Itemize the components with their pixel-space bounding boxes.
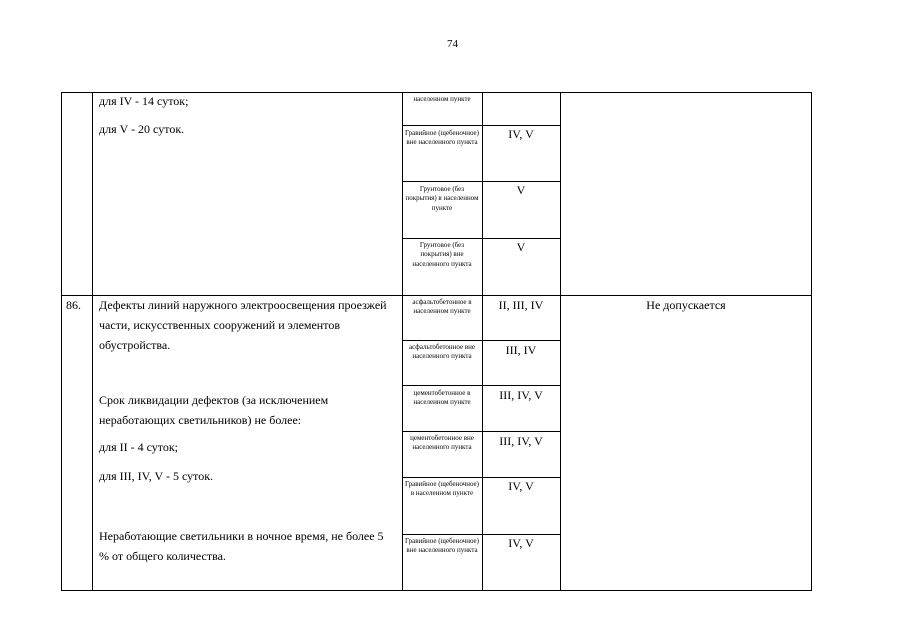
surface-type-cell: Грунтовое (без покрытия) вне населенного пункта xyxy=(412,241,472,268)
item-deadline-line: для II - 4 суток; xyxy=(99,440,179,454)
item-number: 86. xyxy=(66,298,81,312)
road-category-cell: V xyxy=(516,240,526,254)
surface-type-cell: цементобетонное вне населенного пункта xyxy=(410,434,474,452)
column-rule xyxy=(402,92,403,591)
surface-type-cell: Гравийное (щебеночное) вне населенного пункта xyxy=(405,537,479,555)
road-category-cell: IV, V xyxy=(508,479,534,493)
item-deadline-line: для III, IV, V - 5 суток. xyxy=(99,469,214,483)
table-border-right xyxy=(811,92,812,591)
continued-deadline-line: для IV - 14 суток; xyxy=(99,94,189,108)
road-category-cell: II, III, IV xyxy=(498,298,544,312)
surface-type-cell: населенном пункте xyxy=(413,95,471,103)
row-rule xyxy=(402,238,561,239)
road-category-cell: III, IV xyxy=(505,343,537,357)
surface-type-cell: Грунтовое (без покрытия) в населенном пункте xyxy=(405,185,479,212)
row-rule xyxy=(402,431,561,432)
surface-type-cell: Гравийное (щебеночное) в населенном пункте xyxy=(405,480,479,498)
table-border-bottom xyxy=(61,590,812,591)
row-rule xyxy=(402,181,561,182)
road-category-cell: III, IV, V xyxy=(499,388,543,402)
item-note: Неработающие светильники в ночное время, не более 5 % от общего количества. xyxy=(99,529,384,563)
row-rule xyxy=(402,125,561,126)
row-rule xyxy=(402,477,561,478)
surface-type-cell: асфальтобетонное в населенном пункте xyxy=(412,298,472,316)
row-rule xyxy=(402,534,561,535)
verdict-cell: Не допускается xyxy=(646,298,726,312)
row-rule xyxy=(402,340,561,341)
continued-deadline-line: для V - 20 суток. xyxy=(99,122,185,136)
road-category-cell: IV, V xyxy=(508,127,534,141)
column-rule xyxy=(92,92,93,591)
row-rule xyxy=(402,385,561,386)
road-category-cell: V xyxy=(516,183,526,197)
road-category-cell: IV, V xyxy=(508,536,534,550)
column-rule xyxy=(560,92,561,591)
item-description: Дефекты линий наружного электроосвещения проезжей части, искусственных сооружений и элементов обустройства. xyxy=(99,298,387,352)
item-deadline-intro: Срок ликвидации дефектов (за исключением неработающих светильников) не более: xyxy=(99,393,329,427)
road-category-cell: III, IV, V xyxy=(499,434,543,448)
column-rule xyxy=(482,92,483,591)
page-number: 74 xyxy=(447,38,458,50)
surface-type-cell: Гравийное (щебеночное) вне населенного пункта xyxy=(405,129,479,147)
surface-type-cell: асфальтобетонное вне населенного пункта xyxy=(408,343,476,361)
table-border-left xyxy=(61,92,62,591)
surface-type-cell: цементобетонное в населенном пункте xyxy=(413,389,471,407)
